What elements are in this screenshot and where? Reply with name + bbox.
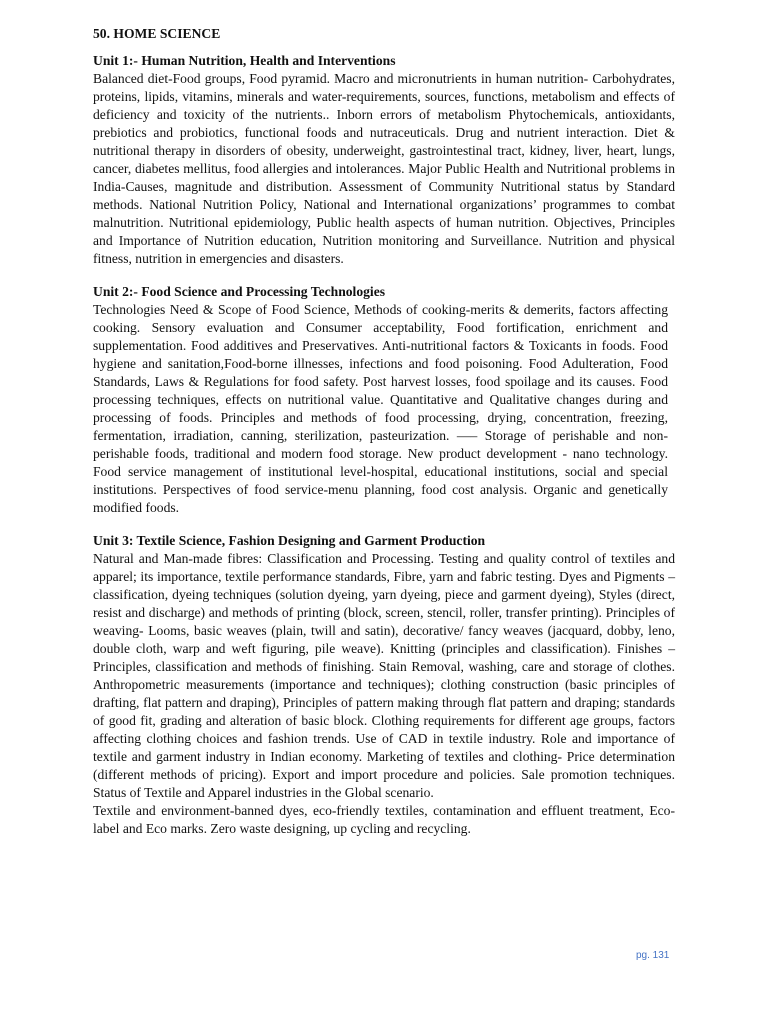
unit-3-body: Natural and Man-made fibres: Classification and Processing. Testing and quality control of textiles and apparel; its importance, textile performance standards, Fibre, yarn and fabric testing. Dyes and Pigments – classification, dyeing techniques (solution dyeing, yarn dyeing, piece and garment dyeing), Styles (direct, resist and discharge) and methods of printing (block, screen, stencil, roller, transfer printing). Principles of weaving- Looms, basic weaves (plain, twill and satin), decorative/ fancy weaves (jacquard, dobby, leno, double cloth, warp and weft figuring, pile weave). Knitting (principles and classification). Finishes – Principles, classification and methods of finishing. Stain Removal, washing, care and storage of clothes. Anthropometric measurements (importance and techniques); clothing construction (basic principles of drafting, flat pattern and draping), Principles of pattern making through flat pattern and draping; standards of good fit, grading and alteration of basic block. Clothing requirements for different age groups, factors affecting clothing choices and fashion trends. Use of CAD in textile industry. Role and importance of textile and garment industry in Indian economy. Marketing of textiles and clothing- Price determination (different methods of pricing). Export and import procedure and policies. Sale promotion techniques. Status of Textile and Apparel industries in the Global scenario. — [93, 551, 675, 800]
page-number: pg. 131 — [636, 950, 670, 961]
unit-3-heading: Unit 3: Textile Science, Fashion Designing and Garment Production — [93, 533, 486, 548]
unit-1-heading: Unit 1:- Human Nutrition, Health and Interventions — [93, 53, 396, 68]
document-title: 50. HOME SCIENCE — [93, 26, 221, 41]
section-spacer — [93, 268, 675, 283]
document-page — [93, 25, 675, 838]
unit-1-body: Balanced diet-Food groups, Food pyramid. Macro and micronutrients in human nutrition- Carbohydrates, proteins, lipids, vitamins, minerals and water-requirements, sources, functions, metabolism and effects of deficiency and toxicity of the nutrients.. Inborn errors of metabolism Phytochemicals, antioxidants, prebiotics and probiotics, functional foods and nutraceuticals. Drug and nutrient interaction. Diet & nutritional therapy in disorders of obesity, underweight, gastrointestinal tract, kidney, liver, heart, lungs, cancer, diabetes mellitus, food allergies and intolerances. Major Public Health and Nutritional problems in India-Causes, magnitude and distribution. Assessment of Community Nutritional status by Standard methods. National Nutrition Policy, National and International organizations’ programmes to combat malnutrition. Nutritional epidemiology, Public health aspects of human nutrition. Objectives, Principles and Importance of Nutrition education, Nutrition monitoring and Surveillance. Nutrition and physical fitness, nutrition in emergencies and disasters. — [93, 71, 675, 266]
unit-2-heading: Unit 2:- Food Science and Processing Technologies — [93, 284, 386, 299]
section-spacer — [93, 517, 675, 532]
unit-2-body: Technologies Need & Scope of Food Science, Methods of cooking-merits & demerits, factors affecting cooking. Sensory evaluation and Consumer acceptability, Food fortification, enrichment and supplementation. Food additives and Preservatives. Anti-nutritional factors & Toxicants in foods. Food hygiene and sanitation,Food-borne illnesses, infections and food poisoning. Food Adulteration, Food Standards, Laws & Regulations for food safety. Post harvest losses, food spoilage and its causes. Food processing techniques, effects on nutritional value. Quantitative and Qualitative changes during and processing of foods. Principles and methods of food processing, drying, concentration, freezing, fermentation, irradiation, canning, sterilization, pasteurization. —– Storage of perishable and non-perishable foods, traditional and modern food storage. New product development - nano technology. Food service management of institutional level-hospital, educational institutions, social and special institutions. Perspectives of food service-menu planning, food cost analysis. Organic and genetically modified foods. — [93, 302, 668, 515]
unit-3-body-extra: Textile and environment-banned dyes, eco-friendly textiles, contamination and effluent treatment, Eco-label and Eco marks. Zero waste designing, up cycling and recycling. — [93, 803, 675, 836]
